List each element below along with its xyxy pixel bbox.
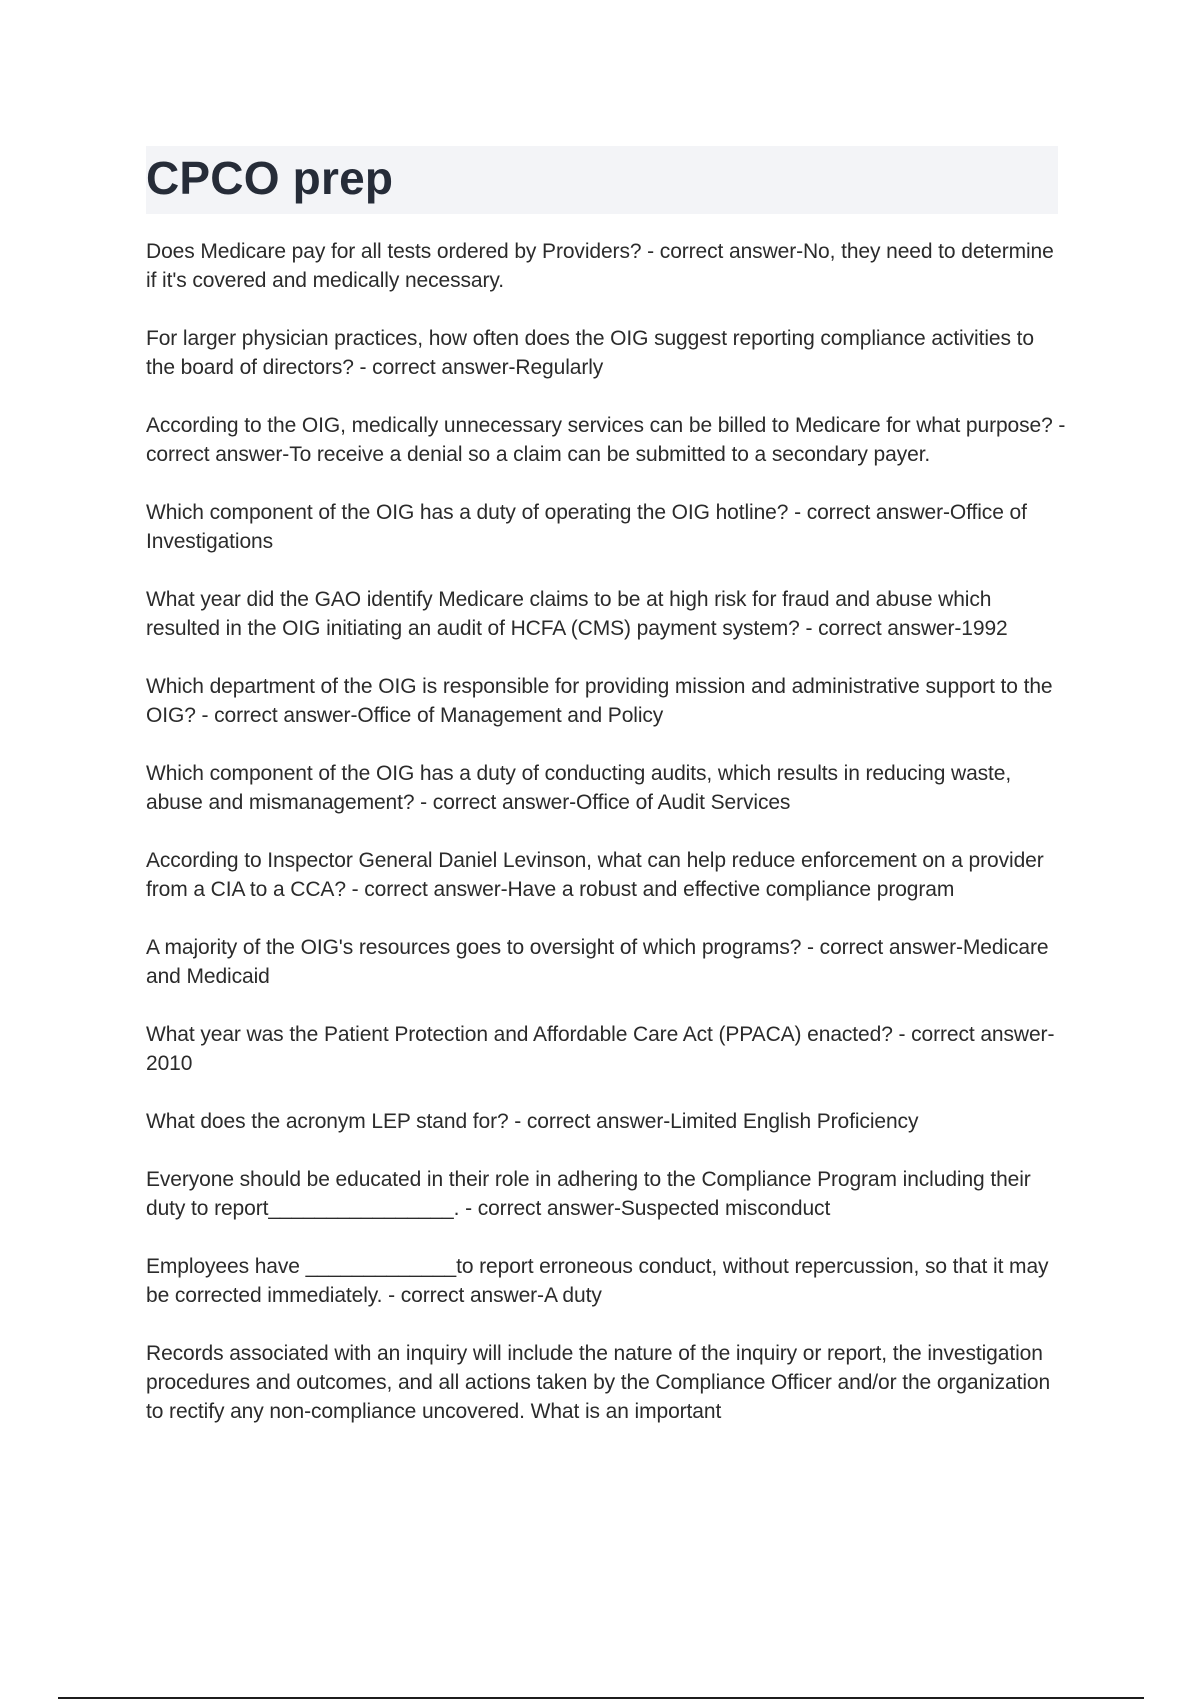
qa-item: Everyone should be educated in their role in adhering to the Compliance Program including their duty to report________________. - correct answer-Suspected misconduct [146, 1168, 1031, 1220]
qa-item: What year was the Patient Protection and Affordable Care Act (PPACA) enacted? - correct answer-2010 [146, 1023, 1055, 1075]
qa-item: For larger physician practices, how often does the OIG suggest reporting compliance activities to the board of directors? - correct answer-Regularly [146, 327, 1034, 379]
qa-list [146, 237, 1066, 1455]
qa-item: Which department of the OIG is responsible for providing mission and administrative support to the OIG? - correct answer-Office of Management and Policy [146, 675, 1053, 727]
qa-item: Records associated with an inquiry will include the nature of the inquiry or report, the investigation procedures and outcomes, and all actions taken by the Compliance Officer and/or the organization to rectify any non-compliance uncovered. What is an important [146, 1342, 1051, 1423]
qa-item: What does the acronym LEP stand for? - correct answer-Limited English Proficiency [146, 1110, 919, 1133]
qa-item: According to Inspector General Daniel Levinson, what can help reduce enforcement on a provider from a CIA to a CCA? - correct answer-Have a robust and effective compliance program [146, 849, 1044, 901]
qa-item: What year did the GAO identify Medicare claims to be at high risk for fraud and abuse which resulted in the OIG initiating an audit of HCFA (CMS) payment system? - correct answer-1992 [146, 588, 1008, 640]
page-title: CPCO prep [146, 152, 394, 204]
title-bar [146, 146, 1058, 214]
qa-item: Which component of the OIG has a duty of operating the OIG hotline? - correct answer-Office of Investigations [146, 501, 1027, 553]
qa-item: Employees have _____________to report erroneous conduct, without repercussion, so that it may be corrected immediately. - correct answer-A duty [146, 1255, 1049, 1307]
qa-item: According to the OIG, medically unnecessary services can be billed to Medicare for what purpose? - correct answer-To receive a denial so a claim can be submitted to a secondary payer. [146, 414, 1066, 466]
qa-item: Which component of the OIG has a duty of conducting audits, which results in reducing waste, abuse and mismanagement? - correct answer-Office of Audit Services [146, 762, 1012, 814]
page-bottom-divider [58, 1697, 1144, 1699]
qa-item: Does Medicare pay for all tests ordered by Providers? - correct answer-No, they need to determine if it's covered and medically necessary. [146, 240, 1054, 292]
qa-item: A majority of the OIG's resources goes to oversight of which programs? - correct answer-Medicare and Medicaid [146, 936, 1049, 988]
